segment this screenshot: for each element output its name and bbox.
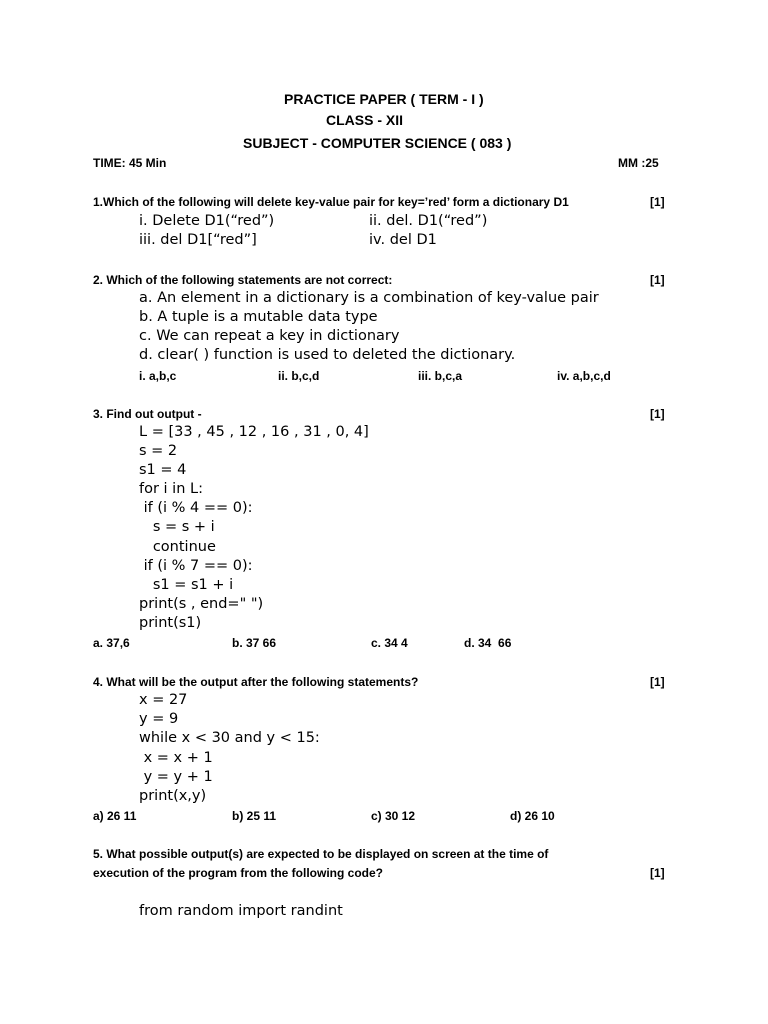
- q3-code-line: s = s + i: [139, 519, 215, 535]
- q3-code-line: continue: [139, 539, 216, 555]
- q3-text: 3. Find out output -: [93, 407, 202, 421]
- q3-option-a: a. 37,6: [93, 636, 130, 650]
- q2-text: 2. Which of the following statements are not correct:: [93, 273, 393, 287]
- q4-option-b: b) 25 11: [232, 809, 277, 823]
- q2-statement-c: c. We can repeat a key in dictionary: [139, 328, 400, 344]
- q3-code-line: if (i % 7 == 0):: [139, 558, 253, 574]
- q3-option-b: b. 37 66: [232, 636, 277, 650]
- q3-option-d: d. 34 66: [464, 636, 512, 650]
- paper-title: PRACTICE PAPER ( TERM - I ): [284, 91, 484, 107]
- q2-statement-d: d. clear( ) function is used to deleted the dictionary.: [139, 347, 516, 363]
- q2-statement-b: b. A tuple is a mutable data type: [139, 309, 378, 325]
- q3-code-line: if (i % 4 == 0):: [139, 500, 253, 516]
- q4-code-line: x = 27: [139, 692, 188, 708]
- q4-marks: [1]: [650, 675, 665, 689]
- q4-text: 4. What will be the output after the following statements?: [93, 675, 419, 689]
- q5-code-line: from random import randint: [139, 903, 343, 919]
- q3-option-c: c. 34 4: [371, 636, 408, 650]
- q4-code-line: x = x + 1: [139, 750, 213, 766]
- q3-code-line: s1 = s1 + i: [139, 577, 234, 593]
- subject-label: SUBJECT - COMPUTER SCIENCE ( 083 ): [243, 135, 512, 151]
- q2-marks: [1]: [650, 273, 665, 287]
- q3-code-line: print(s1): [139, 615, 202, 631]
- max-marks-label: MM :25: [618, 156, 659, 170]
- q1-text: 1.Which of the following will delete key-value pair for key=’red’ form a dictionary D1: [93, 195, 569, 209]
- q1-option-1: i. Delete D1(“red”): [139, 213, 275, 229]
- q3-marks: [1]: [650, 407, 665, 421]
- class-label: CLASS - XII: [326, 112, 404, 128]
- q2-option-2: ii. b,c,d: [278, 369, 320, 383]
- q4-option-d: d) 26 10: [510, 809, 555, 823]
- q4-code-line: y = y + 1: [139, 769, 213, 785]
- q3-code-line: for i in L:: [139, 481, 203, 497]
- q1-marks: [1]: [650, 195, 665, 209]
- q4-option-a: a) 26 11: [93, 809, 137, 823]
- q4-code-line: while x < 30 and y < 15:: [139, 730, 320, 746]
- q2-option-3: iii. b,c,a: [418, 369, 463, 383]
- time-label: TIME: 45 Min: [93, 156, 167, 170]
- q5-text-line1: 5. What possible output(s) are expected to be displayed on screen at the time of: [93, 847, 549, 861]
- q1-option-4: iv. del D1: [369, 232, 437, 248]
- q4-option-c: c) 30 12: [371, 809, 416, 823]
- q4-code-line: y = 9: [139, 711, 179, 727]
- q3-code-line: s1 = 4: [139, 462, 187, 478]
- q5-text-line2: execution of the program from the following code?: [93, 866, 384, 880]
- q2-option-1: i. a,b,c: [139, 369, 177, 383]
- q5-marks: [1]: [650, 866, 665, 880]
- q2-option-4: iv. a,b,c,d: [557, 369, 611, 383]
- q3-code-line: s = 2: [139, 443, 178, 459]
- q3-code-line: L = [33 , 45 , 12 , 16 , 31 , 0, 4]: [139, 424, 369, 440]
- q3-code-line: print(s , end=" "): [139, 596, 264, 612]
- q1-option-3: iii. del D1[“red”]: [139, 232, 257, 248]
- q4-code-line: print(x,y): [139, 788, 207, 804]
- q1-option-2: ii. del. D1(“red”): [369, 213, 488, 229]
- q2-statement-a: a. An element in a dictionary is a combination of key-value pair: [139, 290, 599, 306]
